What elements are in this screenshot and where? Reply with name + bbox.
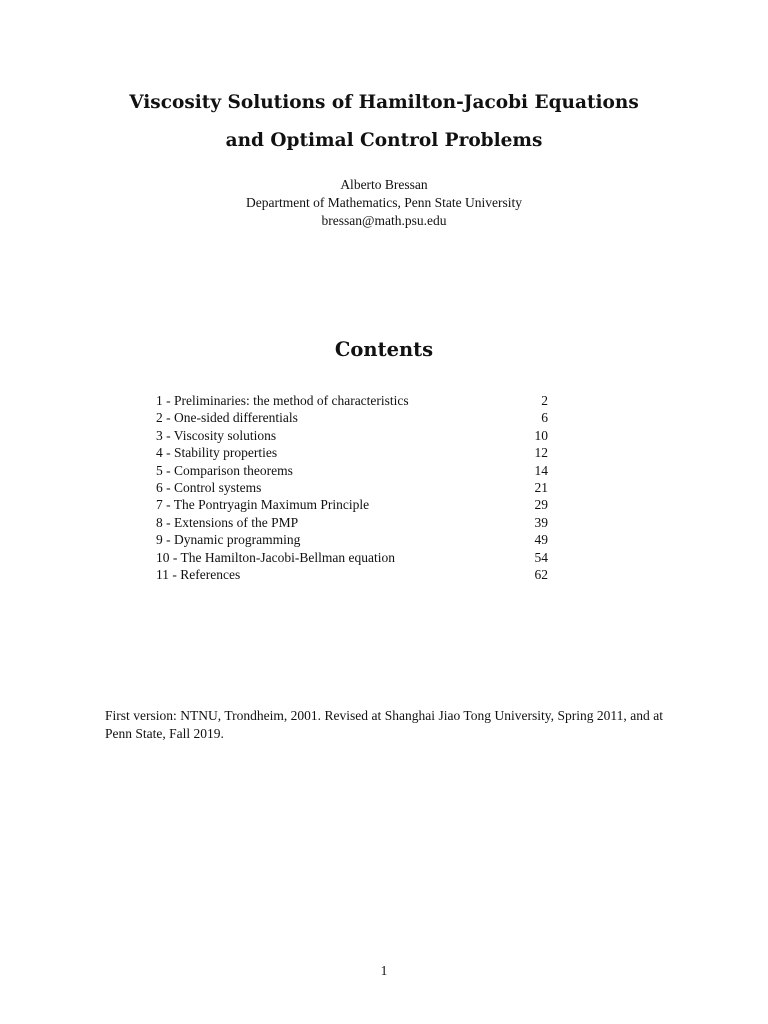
toc-item-label: 3 - Viscosity solutions: [156, 427, 277, 443]
toc-item-label: 4 - Stability properties: [156, 445, 278, 461]
author-affiliation: Department of Mathematics, Penn State University: [246, 195, 522, 210]
toc-item-label: 7 - The Pontryagin Maximum Principle: [156, 497, 370, 513]
toc-item-label: 9 - Dynamic programming: [156, 532, 301, 548]
toc-item: [156, 566, 548, 583]
toc-item-label: 2 - One-sided differentials: [156, 410, 298, 426]
page-number: 1: [380, 963, 388, 978]
toc-item-page: 6: [541, 410, 548, 426]
version-note: First version: NTNU, Trondheim, 2001. Revised at Shanghai Jiao Tong University, Spring 2011, and at Penn State, Fall 2019.: [105, 708, 663, 741]
toc-item: [156, 409, 548, 426]
toc-item: [156, 531, 548, 548]
contents-heading: Contents: [334, 338, 434, 361]
toc-item: [156, 549, 548, 566]
toc-item: [156, 427, 548, 444]
toc-item-page: 2: [541, 393, 548, 408]
author-email: bressan@math.psu.edu: [321, 213, 447, 228]
toc-item-page: 62: [534, 567, 548, 583]
author-name: Alberto Bressan: [340, 177, 428, 192]
toc-item-label: 11 - References: [156, 567, 241, 583]
toc-item-label: 5 - Comparison theorems: [156, 462, 293, 478]
toc-item-label: 8 - Extensions of the PMP: [156, 514, 299, 530]
title-line-1: Viscosity Solutions of Hamilton-Jacobi Equations: [129, 92, 639, 113]
toc-item-label: 10 - The Hamilton-Jacobi-Bellman equation: [156, 549, 395, 565]
toc-item: [156, 479, 548, 496]
toc-item: [156, 462, 548, 479]
toc-item-page: 54: [534, 549, 548, 565]
table-of-contents: [156, 392, 548, 583]
toc-item-page: 49: [534, 532, 548, 548]
toc-item-label: 1 - Preliminaries: the method of characteristics: [156, 393, 409, 408]
author-block: [0, 176, 768, 230]
toc-item: [156, 392, 548, 409]
toc-item-page: 14: [534, 462, 548, 478]
toc-item-page: 21: [534, 480, 548, 496]
toc-item-label: 6 - Control systems: [156, 480, 262, 496]
toc-item-page: 10: [534, 427, 548, 443]
toc-item: [156, 514, 548, 531]
title-line-2: and Optimal Control Problems: [225, 130, 543, 151]
toc-item-page: 12: [534, 445, 548, 461]
toc-item-page: 29: [534, 497, 548, 513]
toc-item-page: 39: [534, 514, 548, 530]
toc-item: [156, 444, 548, 461]
toc-item: [156, 496, 548, 513]
paper-title: [0, 84, 768, 160]
